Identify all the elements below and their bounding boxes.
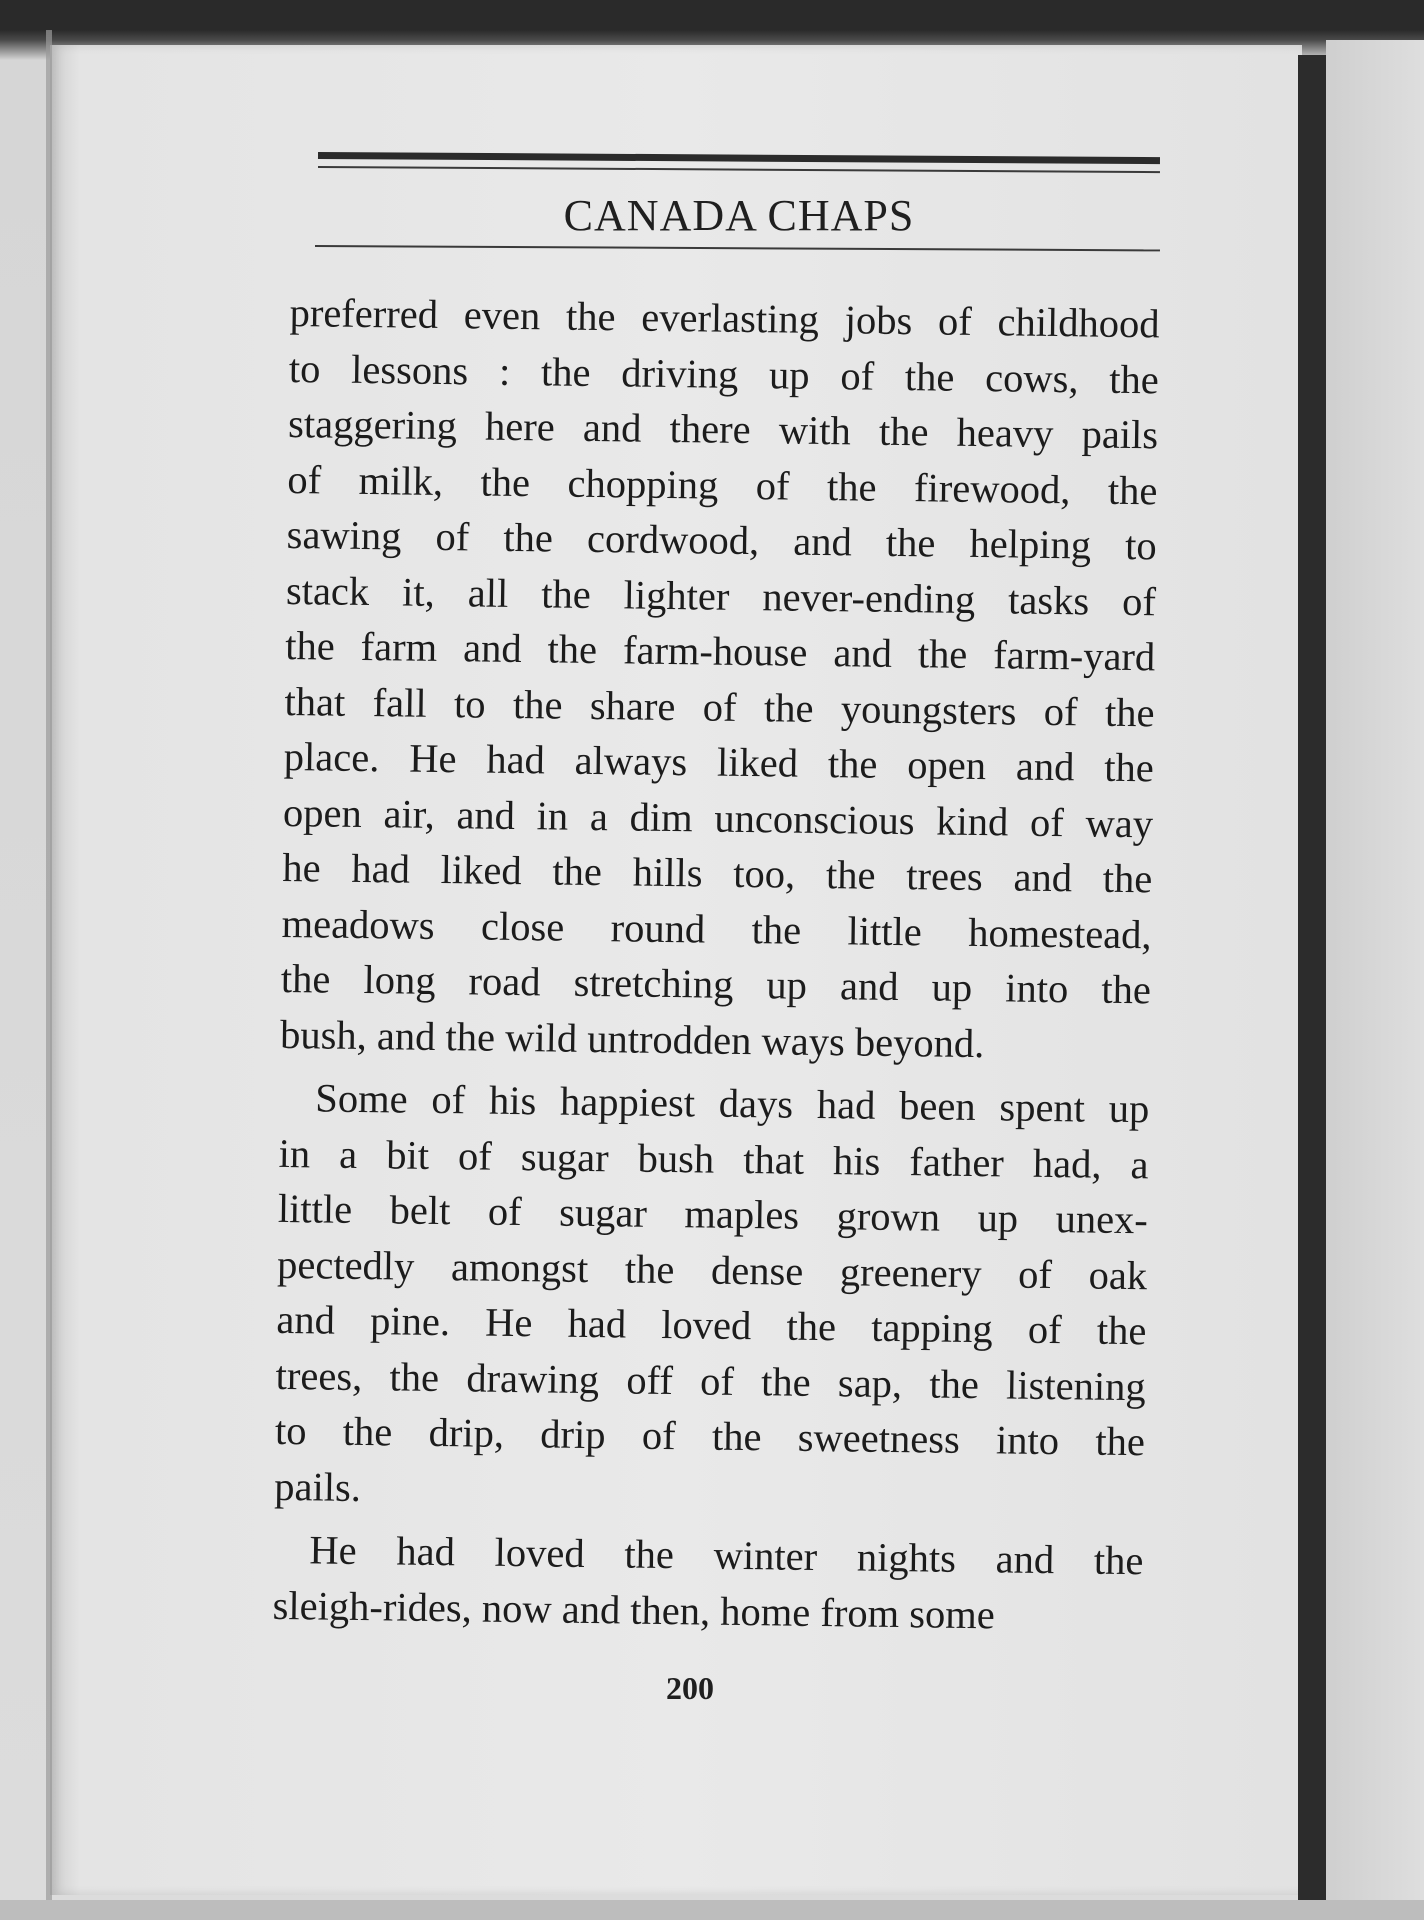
text-line: stack it, all the lighter never-ending tasks of (285, 567, 1157, 624)
body-text (272, 285, 1160, 1644)
text-line: staggering here and there with the heavy pails (287, 400, 1159, 458)
text-line: of milk, the chopping of the firewood, the (287, 456, 1158, 513)
text-line: he had liked the hills too, the trees and the (282, 844, 1153, 902)
paragraph (274, 1070, 1150, 1525)
text-line: bush, and the wild untrodden ways beyond. (279, 1011, 985, 1066)
text-line: in a bit of sugar bush that his father had, a (278, 1130, 1149, 1187)
text-line: trees, the drawing off of the sap, the listening (275, 1352, 1146, 1409)
paragraph (280, 285, 1160, 1073)
text-line: sleigh-rides, now and then, home from some (272, 1582, 996, 1637)
text-line: that fall to the share of the youngsters of the (284, 678, 1155, 735)
text-line: the farm and the farm-house and the farm-yard (284, 622, 1156, 680)
text-line: meadows close round the little homestead, (281, 900, 1152, 957)
paragraph (272, 1522, 1143, 1644)
text-line: place. He had always liked the open and the (283, 733, 1155, 791)
page-bottom-edge (0, 1900, 1424, 1920)
page-left-edge (46, 30, 52, 1900)
text-line: and pine. He had loved the tapping of the (276, 1296, 1147, 1354)
text-line: to lessons : the driving up of the cows, the (288, 345, 1160, 402)
text-line: pails. (273, 1463, 362, 1510)
facing-page-edge (1326, 40, 1424, 1920)
page-number: 200 (666, 1670, 714, 1706)
text-line: sawing of the cordwood, and the helping to (286, 511, 1157, 569)
text-line: pectedly amongst the dense greenery of oak (276, 1241, 1148, 1298)
text-line: to the drip, drip of the sweetness into the (274, 1407, 1146, 1465)
book-binding-edge (1298, 55, 1326, 1920)
text-line: little belt of sugar maples grown up unex- (277, 1185, 1149, 1243)
text-line: He had loved the winter nights and the (309, 1527, 1144, 1584)
text-line: the long road stretching up and up into the (280, 955, 1152, 1013)
text-line: open air, and in a dim unconscious kind of way (282, 789, 1154, 846)
running-head: CANADA CHAPS (563, 191, 915, 240)
text-line: preferred even the everlasting jobs of childhood (289, 289, 1160, 347)
text-line: Some of his happiest days had been spent up (315, 1075, 1150, 1132)
